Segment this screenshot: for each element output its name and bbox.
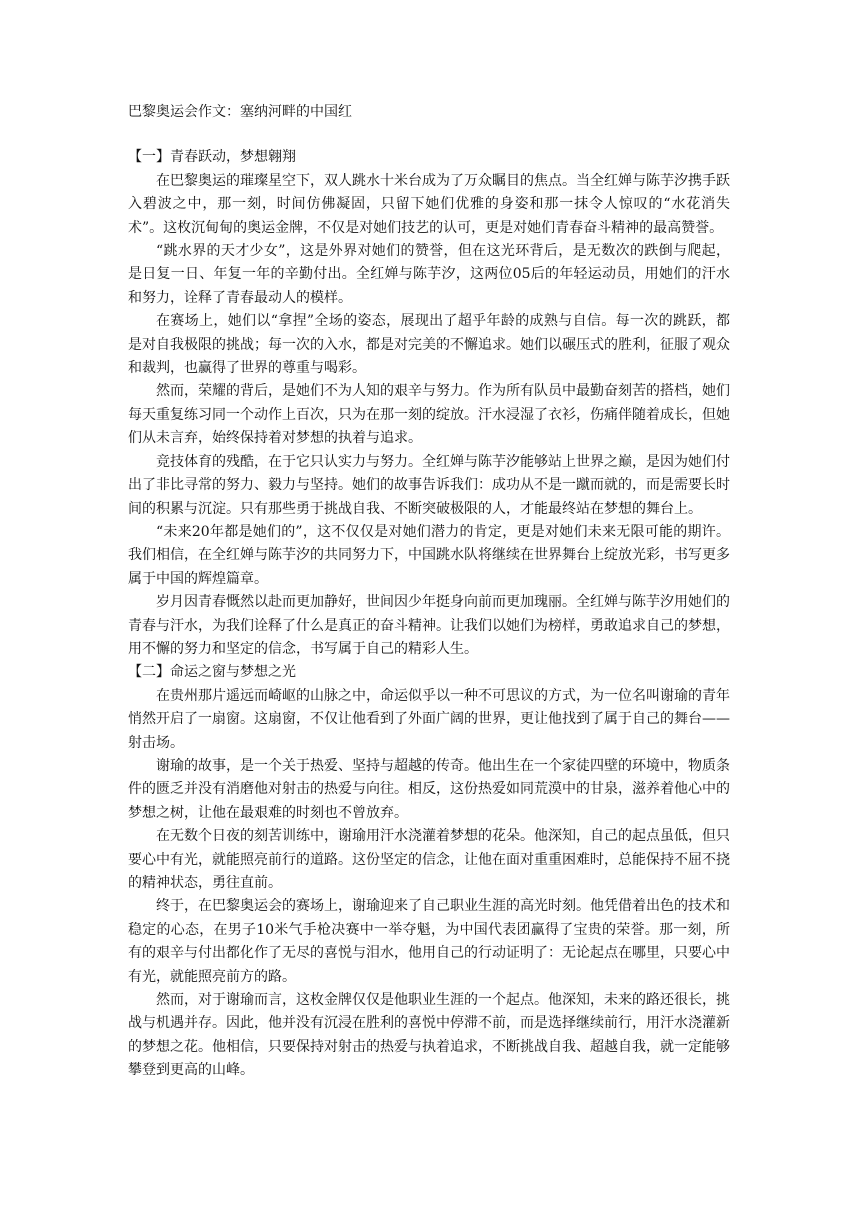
paragraph: “未来20年都是她们的”，这不仅仅是对她们潜力的肯定，更是对她们未来无限可能的期许。我们相信，在全红婵与陈芋汐的共同努力下，中国跳水队将继续在世界舞台上绽放光彩，书写更多属于中国的辉煌篇章。 bbox=[128, 523, 730, 587]
paragraph: 在贵州那片遥远而崎岖的山脉之中，命运似乎以一种不可思议的方式，为一位名叫谢瑜的青年悄然开启了一扇窗。这扇窗，不仅让他看到了外面广阔的世界，更让他找到了属于自己的舞台——射击场。 bbox=[128, 687, 730, 751]
paragraph: 竞技体育的残酷，在于它只认实力与努力。全红婵与陈芋汐能够站上世界之巅，是因为她们付出了非比寻常的努力、毅力与坚持。她们的故事告诉我们：成功从不是一蹴而就的，而是需要长时间的积累与沉淀。只有那些勇于挑战自我、不断突破极限的人，才能最终站在梦想的舞台上。 bbox=[128, 453, 730, 517]
paragraph: 然而，荣耀的背后，是她们不为人知的艰辛与努力。作为所有队员中最勤奋刻苦的搭档，她们每天重复练习同一个动作上百次，只为在那一刻的绽放。汗水浸湿了衣衫，伤痛伴随着成长，但她们从未言弃，始终保持着对梦想的执着与追求。 bbox=[128, 383, 730, 447]
paragraph: 终于，在巴黎奥运会的赛场上，谢瑜迎来了自己职业生涯的高光时刻。他凭借着出色的技术和稳定的心态，在男子10米气手枪决赛中一举夺魁，为中国代表团赢得了宝贵的荣誉。那一刻，所有的艰辛与付出都化作了无尽的喜悦与泪水，他用自己的行动证明了：无论起点在哪里，只要心中有光，就能照亮前方的路。 bbox=[128, 898, 730, 985]
section-heading: 【二】命运之窗与梦想之光 bbox=[128, 664, 296, 681]
paragraph: 然而，对于谢瑜而言，这枚金牌仅仅是他职业生涯的一个起点。他深知，未来的路还很长，挑战与机遇并存。因此，他并没有沉浸在胜利的喜悦中停滞不前，而是选择继续前行，用汗水浇灌新的梦想之花。他相信，只要保持对射击的热爱与执着追求，不断挑战自我、超越自我，就一定能够攀登到更高的山峰。 bbox=[128, 992, 730, 1079]
paragraph: 在无数个日夜的刻苦训练中，谢瑜用汗水浇灌着梦想的花朵。他深知，自己的起点虽低，但只要心中有光，就能照亮前行的道路。这份坚定的信念，让他在面对重重困难时，总能保持不屈不挠的精神状态，勇往直前。 bbox=[128, 828, 730, 891]
paragraph: 在巴黎奥运的璀璨星空下，双人跳水十米台成为了万众瞩目的焦点。当全红婵与陈芋汐携手跃入碧波之中，那一刻，时间仿佛凝固，只留下她们优雅的身姿和那一抹令人惊叹的“水花消失术”。这枚沉甸甸的奥运金牌，不仅是对她们技艺的认可，更是对她们青春奋斗精神的最高赞誉。 bbox=[128, 172, 730, 236]
section-1 bbox=[128, 146, 730, 661]
paragraph: 岁月因青春慨然以赴而更加静好，世间因少年挺身向前而更加瑰丽。全红婵与陈芋汐用她们的青春与汗水，为我们诠释了什么是真正的奋斗精神。让我们以她们为榜样，勇敢追求自己的梦想，用不懈的努力和坚定的信念，书写属于自己的精彩人生。 bbox=[128, 594, 730, 657]
document-title: 巴黎奥运会作文：塞纳河畔的中国红 bbox=[128, 104, 352, 120]
paragraph: 在赛场上，她们以“拿捏”全场的姿态，展现出了超乎年龄的成熟与自信。每一次的跳跃，都是对自我极限的挑战；每一次的入水，都是对完美的不懈追求。她们以碾压式的胜利，征服了观众和裁判，也赢得了世界的尊重与喝彩。 bbox=[128, 313, 730, 377]
paragraph: “跳水界的天才少女”，这是外界对她们的赞誉，但在这光环背后，是无数次的跌倒与爬起，是日复一日、年复一年的辛勤付出。全红婵与陈芋汐，这两位05后的年轻运动员，用她们的汗水和努力，诠释了青春最动人的模样。 bbox=[128, 243, 730, 306]
paragraph: 谢瑜的故事，是一个关于热爱、坚持与超越的传奇。他出生在一个家徒四壁的环境中，物质条件的匮乏并没有消磨他对射击的热爱与向往。相反，这份热爱如同荒漠中的甘泉，滋养着他心中的梦想之树，让他在最艰难的时刻也不曾放弃。 bbox=[128, 757, 730, 821]
section-2 bbox=[128, 661, 730, 1082]
document-body bbox=[128, 101, 730, 1083]
section-heading: 【一】青春跃动，梦想翱翔 bbox=[128, 149, 296, 166]
